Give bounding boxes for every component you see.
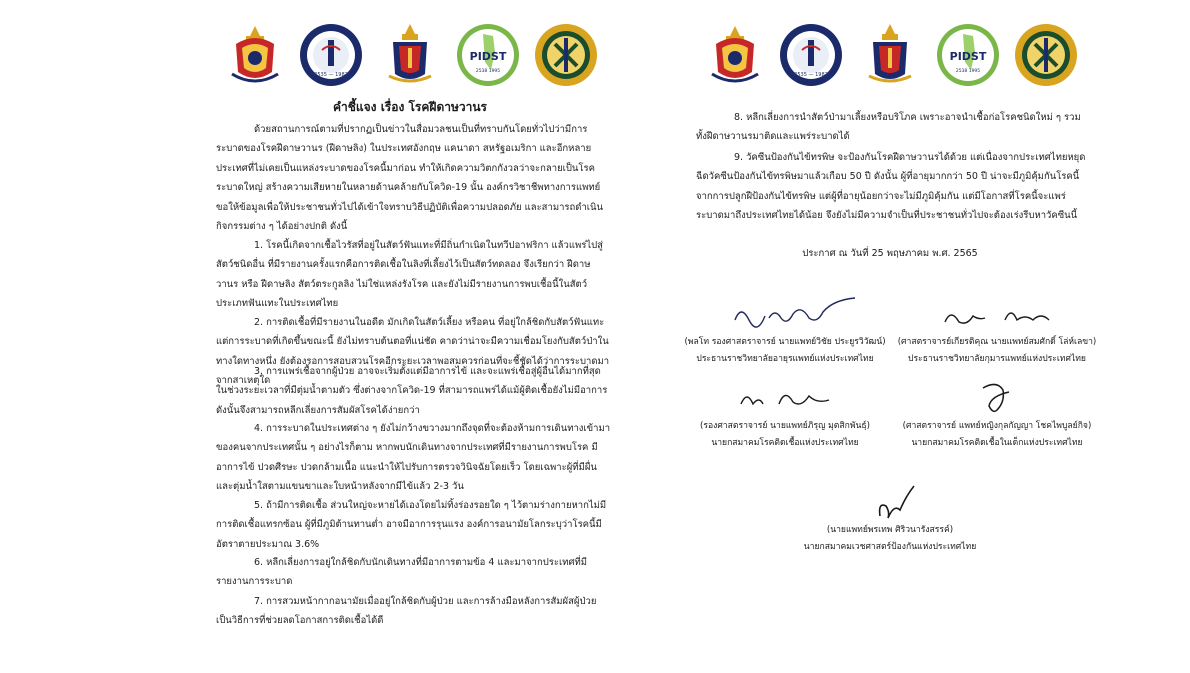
signatory-4	[892, 374, 1102, 452]
royal-college-emblem-icon	[222, 22, 288, 88]
handwritten-signature-icon	[917, 374, 1077, 418]
association-seal-icon	[298, 22, 364, 88]
signatory-title: นายกสมาคมโรคติดเชื้อแห่งประเทศไทย	[711, 438, 859, 448]
handwritten-signature-icon	[917, 290, 1077, 334]
signatory-name: (นายแพทย์พรเทพ ศิริวนารังสรรค์)	[826, 525, 954, 535]
pidst-years: 2538 1995	[955, 69, 981, 74]
royal-college-emblem-icon	[702, 22, 768, 88]
signatory-2	[892, 290, 1102, 368]
association-seal-icon	[778, 22, 844, 88]
pidst-text: PIDST	[949, 50, 987, 63]
signatory-name: (ศาสตราจารย์ แพทย์หญิงกุลกัญญา โชคไพบูลย์กิจ)	[902, 421, 1092, 431]
list-item-3: 3. การแพร่เชื้อจากผู้ป่วย อาจจะเริ่มตั้งแต่มีอาการไข้ และจะแพร่เชื้อสู่ผู้อื่นได้มากที่สุดในช่วงระยะเวลาที่มีตุ่มน้ำตามตัว ซึ่งต่างจากโควิด-19 ที่สามารถแพร่ได้แม้ผู้ติดเชื้อยังไม่มีอาการ ดังนั้นจึงสามารถหลีกเลี่ยงการสัมผัสโรคได้ง่ายกว่า	[216, 366, 608, 416]
list-item-9: 9. วัคซีนป้องกันไข้ทรพิษ จะป้องกันโรคฝีดาษวานรได้ด้วย แต่เนื่องจากประเทศไทยหยุดฉีดวัคซีนป้องกันไข้ทรพิษมาแล้วเกือบ 50 ปี ดังนั้น ผู้ที่อายุมากกว่า 50 ปี น่าจะมีภูมิคุ้มกันโรคนี้จากการปลูกฝีป้องกันไข้ทรพิษ แต่ผู้ที่อายุน้อยกว่าจะไม่มีภูมิคุ้มกัน แต่มีโอกาสที่โรคนี้จะแพร่ระบาดมาถึงประเทศไทยได้น้อย จึงยังไม่มีความจำเป็นที่ประชาชนทั่วไปจะต้องเร่งรีบหาวัคซีนนี้	[696, 152, 1086, 222]
pidst-years: 2538 1995	[475, 69, 501, 74]
right-page	[680, 0, 1100, 673]
document-title: คำชี้แจง เรื่อง โรคฝีดาษวานร	[332, 100, 488, 114]
seal-years: 2535 — 1982	[794, 72, 828, 78]
list-item-8: 8. หลีกเลี่ยงการนำสัตว์ป่ามาเลี้ยงหรือบริโภค เพราะอาจนำเชื้อก่อโรคชนิดใหม่ ๆ รวมทั้งฝีดาษวานรมาติดและแพร่ระบาดได้	[696, 112, 1081, 143]
handwritten-signature-icon	[810, 482, 970, 522]
signatory-name: (ศาสตราจารย์เกียรติคุณ นายแพทย์สมศักดิ์ โล่ห์เลขา)	[897, 337, 1097, 347]
pidst-logo-icon	[455, 22, 521, 88]
logo-row-right	[680, 22, 1100, 94]
signatory-title: นายกสมาคมโรคติดเชื้อในเด็กแห่งประเทศไทย	[911, 438, 1083, 448]
signatory-title: นายกสมาคมเวชศาสตร์ป้องกันแห่งประเทศไทย	[803, 542, 977, 552]
announcement-date: ประกาศ ณ วันที่ 25 พฤษภาคม พ.ศ. 2565	[802, 248, 978, 259]
signatory-title: ประธานราชวิทยาลัยอายุรแพทย์แห่งประเทศไทย	[696, 354, 874, 364]
logo-row	[200, 22, 620, 94]
intro-paragraph: ด้วยสถานการณ์ตามที่ปรากฏเป็นข่าวในสื่อมวลชนเป็นที่ทราบกันโดยทั่วไปว่ามีการระบาดของโรคฝีดาษวานร (ฝีดาษลิง) ในประเทศอังกฤษ แคนาดา สหรัฐอเมริกา และอีกหลายประเทศที่ไม่เคยเป็นแหล่งระบาดของโรคนี้มาก่อน ทำให้เกิดความวิตกกังวลว่าจะกลายเป็นโรคระบาดใหญ่ สร้างความเสียหายในหลายด้านคล้ายกับโควิด-19 นั้น องค์กรวิชาชีพทางการแพทย์ขอให้ข้อมูลเพื่อให้ประชาชนทั่วไปได้เข้าใจทราบวิธีปฏิบัติเพื่อความปลอดภัย และสามารถดำเนินกิจกรรมต่าง ๆ ได้อย่างปกติ ดังนี้	[216, 124, 604, 233]
signatory-3	[680, 374, 890, 452]
signatory-name: (พลโท รองศาสตราจารย์ นายแพทย์วิชัย ประยูรวิวัฒน์)	[684, 337, 886, 347]
list-item-7: 7. การสวมหน้ากากอนามัยเมื่ออยู่ใกล้ชิดกับผู้ป่วย และการล้างมือหลังการสัมผัสผู้ป่วย เป็นวิธีการที่ช่วยลดโอกาสการติดเชื้อได้ดี	[216, 596, 597, 627]
signatory-5	[785, 482, 995, 556]
list-item-1: 1. โรคนี้เกิดจากเชื้อไวรัสที่อยู่ในสัตว์ฟันแทะที่มีถิ่นกำเนิดในทวีปอาฟริกา แล้วแพร่ไปสู่สัตว์ชนิดอื่น ที่มีรายงานครั้งแรกคือการติดเชื้อในลิงที่เลี้ยงไว้เป็นสัตว์ทดลอง จึงเรียกว่า ฝีดาษวานร หรือ ฝีดาษลิง สัตว์ตระกูลลิง ไม่ใช่แหล่งรังโรค และยังไม่มีรายงานการพบเชื้อนี้ในสัตว์ประเภทฟันแทะในประเทศไทย	[216, 240, 603, 310]
list-item-4: 4. การระบาดในประเทศต่าง ๆ ยังไม่กว้างขวางมากถึงจุดที่จะต้องห้ามการเดินทางเข้ามาของคนจากประเทศนั้น ๆ อย่างไรก็ตาม หากพบนักเดินทางจากประเทศที่มีรายงานการพบโรค มีอาการไข้ ปวดศีรษะ ปวดกล้ามเนื้อ แนะนำให้ไปรับการตรวจวินิจฉัยโดยเร็ว โดยเฉพาะผู้ที่มีผื่นและตุ่มน้ำใสตามแขนขาและใบหน้าหลังจากมีไข้แล้ว 2-3 วัน	[216, 423, 611, 493]
signatory-title: ประธานราชวิทยาลัยกุมารแพทย์แห่งประเทศไทย	[908, 354, 1086, 364]
signatory-1	[680, 290, 890, 368]
list-item-5: 5. ถ้ามีการติดเชื้อ ส่วนใหญ่จะหายได้เองโดยไม่ทิ้งร่องรอยใด ๆ ไว้ตามร่างกายหากไม่มีการติดเชื้อแทรกซ้อน ผู้ที่มีภูมิต้านทานต่ำ อาจมีอาการรุนแรง องค์การอนามัยโลกระบุว่าโรคนี้มีอัตราตายประมาณ 3.6%	[216, 500, 607, 550]
list-item-6: 6. หลีกเลี่ยงการอยู่ใกล้ชิดกับนักเดินทางที่มีอาการตามข้อ 4 และมาจากประเทศที่มีรายงานการระบาด	[216, 557, 588, 588]
seal-years: 2535 — 1982	[314, 72, 348, 78]
medical-association-seal-icon	[533, 22, 599, 88]
signatory-name: (รองศาสตราจารย์ นายแพทย์ภิรุญ มุตสิกพันธุ์)	[700, 421, 870, 431]
handwritten-signature-icon	[705, 374, 865, 418]
handwritten-signature-icon	[705, 290, 865, 334]
list-item-2: 2. การติดเชื้อที่มีรายงานในอดีต มักเกิดในสัตว์เลี้ยง หรือคน ที่อยู่ใกล้ชิดกับสัตว์ฟันแทะ แต่การระบาดที่เกิดขึ้นขณะนี้ ยังไม่ทราบต้นตอที่แน่ชัด คาดว่าน่าจะมีความเชื่อมโยงกับสัตว์ป่าในทางใดทางหนึ่ง ยังต้องรอการสอบสวนโรคอีกระยะเวลาพอสมควรก่อนที่จะชี้ชัดได้ว่าการระบาดมาจากสาเหตุใด	[216, 317, 610, 387]
royal-college-emblem-2-icon	[857, 22, 923, 88]
medical-association-seal-icon	[1013, 22, 1079, 88]
royal-college-emblem-2-icon	[377, 22, 443, 88]
pidst-text: PIDST	[469, 50, 507, 63]
left-page	[200, 0, 620, 673]
pidst-logo-icon	[935, 22, 1001, 88]
